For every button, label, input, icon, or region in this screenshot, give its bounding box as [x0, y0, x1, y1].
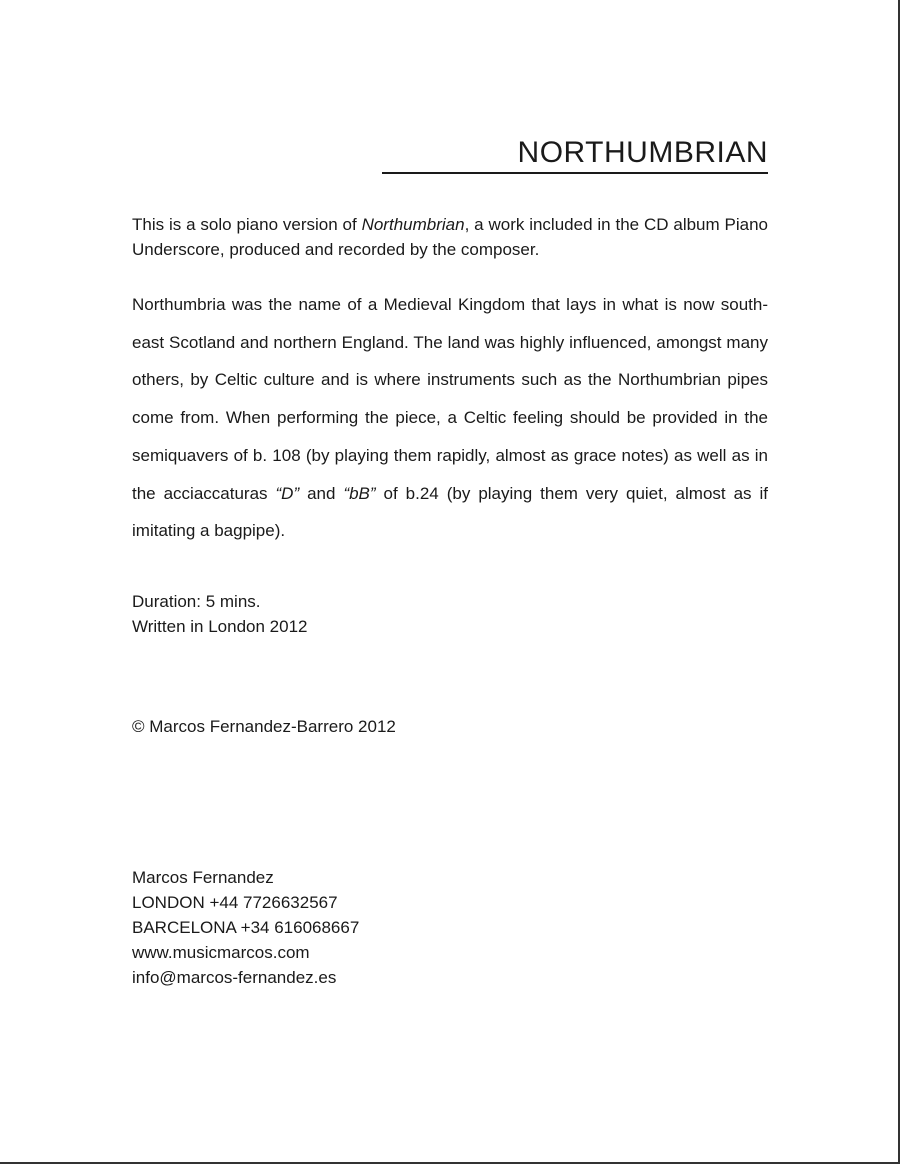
work-title: Northumbrian — [361, 215, 465, 234]
history-text-part1: Northumbria was the name of a Medieval Kingdom that lays in what is now south-east Scotland and northern England. The land was highly influenced, amongst many others, by Celtic culture and is where instruments such as the Northumbrian pipes come from. When performing the piece, a Celtic feeling should be provided in the semiquavers of b. 108 (by playing them rapidly, almost as grace notes) as well as in the acciaccaturas — [132, 295, 768, 503]
written-text: Written in London 2012 — [132, 617, 308, 636]
contact-website: www.musicmarcos.com — [132, 943, 310, 962]
page-title: NORTHUMBRIAN — [517, 136, 768, 169]
contact-block — [132, 865, 768, 990]
contact-barcelona-phone: BARCELONA +34 616068667 — [132, 918, 360, 937]
note-bb: “bB” — [343, 483, 376, 503]
history-paragraph — [132, 286, 768, 550]
copyright-text: © Marcos Fernandez-Barrero 2012 — [132, 717, 396, 736]
intro-text-part2: , a work included in the CD album Piano Underscore, produced and recorded by the composer. — [132, 215, 768, 259]
title-block — [382, 132, 768, 174]
note-d: “D” — [275, 483, 300, 503]
work-info — [132, 589, 768, 639]
duration-text: Duration: 5 mins. — [132, 592, 261, 611]
intro-text-part1: This is a solo piano version of — [132, 215, 362, 234]
history-text — [132, 286, 768, 550]
intro-paragraph — [132, 212, 768, 262]
contact-name: Marcos Fernandez — [132, 868, 274, 887]
contact-london-phone: LONDON +44 7726632567 — [132, 893, 338, 912]
contact-email: info@marcos-fernandez.es — [132, 968, 337, 987]
history-text-part2: of b.24 (by playing them very quiet, almost as if imitating a bagpipe). — [132, 483, 769, 541]
history-connector: and — [299, 483, 344, 503]
copyright-block — [132, 714, 768, 739]
intro-text — [132, 212, 768, 262]
